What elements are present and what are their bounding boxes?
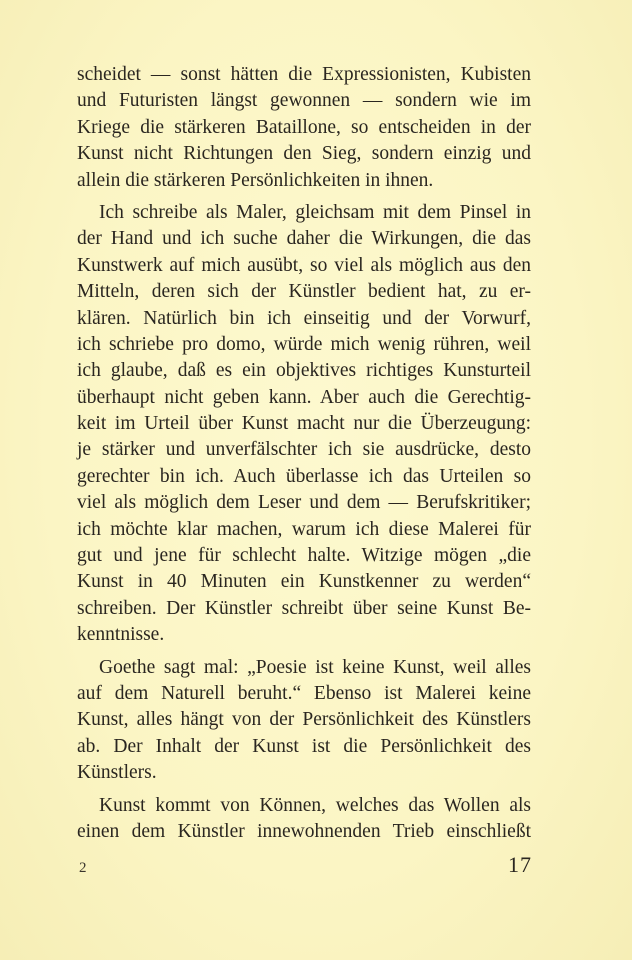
text-line: gut und jene für schlecht halte. Witzige mögen „die bbox=[77, 545, 531, 567]
text-line: einen dem Künstler innewohnenden Trieb einschließt bbox=[77, 820, 531, 842]
text-line: ab. Der Inhalt der Kunst ist die Persönlichkeit des bbox=[77, 735, 531, 757]
paragraph bbox=[77, 793, 531, 846]
text-line: Goethe sagt mal: „Poesie ist keine Kunst, weil alles bbox=[99, 656, 531, 678]
text-line: ich glaube, daß es ein objektives richtiges Kunsturteil bbox=[77, 360, 531, 382]
paragraph bbox=[77, 655, 531, 787]
paragraph bbox=[77, 62, 531, 194]
text-line: scheidet — sonst hätten die Expressionisten, Kubisten bbox=[77, 64, 531, 85]
text-line: Kunst kommt von Können, welches das Wollen als bbox=[99, 794, 531, 816]
body-text bbox=[77, 62, 531, 845]
text-line: kenntnisse. bbox=[77, 624, 165, 646]
text-line: Kriege die stärkeren Bataillone, so entscheiden in der bbox=[77, 116, 531, 138]
text-line: viel als möglich dem Leser und dem — Berufskritiker; bbox=[77, 492, 531, 514]
text-line: gerechter bin ich. Auch überlasse ich das Urteilen so bbox=[77, 465, 531, 487]
text-line: klären. Natürlich bin ich einseitig und der Vorwurf, bbox=[77, 307, 531, 329]
text-line: und Futuristen längst gewonnen — sondern wie im bbox=[77, 90, 531, 112]
text-line: Künstlers. bbox=[77, 762, 157, 784]
text-line: keit im Urteil über Kunst macht nur die Überzeugung: bbox=[77, 413, 531, 435]
text-line: je stärker und unverfälschter ich sie ausdrücke, desto bbox=[77, 439, 531, 461]
text-line: schreiben. Der Künstler schreibt über seine Kunst Be- bbox=[77, 597, 531, 619]
paragraph bbox=[77, 200, 531, 649]
text-line: Kunst in 40 Minuten ein Kunstkenner zu werden“ bbox=[77, 571, 531, 593]
text-line: ich möchte klar machen, warum ich diese Malerei für bbox=[77, 518, 531, 540]
text-line: Kunst nicht Richtungen den Sieg, sondern einzig und bbox=[77, 143, 531, 165]
text-line: ich schriebe pro domo, würde mich wenig rühren, weil bbox=[77, 333, 531, 355]
text-line: auf dem Naturell beruht.“ Ebenso ist Malerei keine bbox=[77, 682, 531, 704]
text-line: der Hand und ich suche daher die Wirkungen, die das bbox=[77, 228, 531, 250]
text-line: Ich schreibe als Maler, gleichsam mit dem Pinsel in bbox=[99, 201, 531, 223]
text-line: Mitteln, deren sich der Künstler bedient hat, zu er- bbox=[77, 281, 531, 303]
signature-mark: 2 bbox=[79, 860, 87, 876]
text-line: Kunstwerk auf mich ausübt, so viel als möglich aus den bbox=[77, 254, 531, 276]
text-line: überhaupt nicht geben kann. Aber auch die Gerechtig- bbox=[77, 386, 531, 408]
page-number: 17 bbox=[508, 852, 532, 877]
text-line: Kunst, alles hängt von der Persönlichkeit des Künstlers bbox=[77, 709, 531, 731]
text-line: allein die stärkeren Persönlichkeiten in ihnen. bbox=[77, 169, 434, 191]
